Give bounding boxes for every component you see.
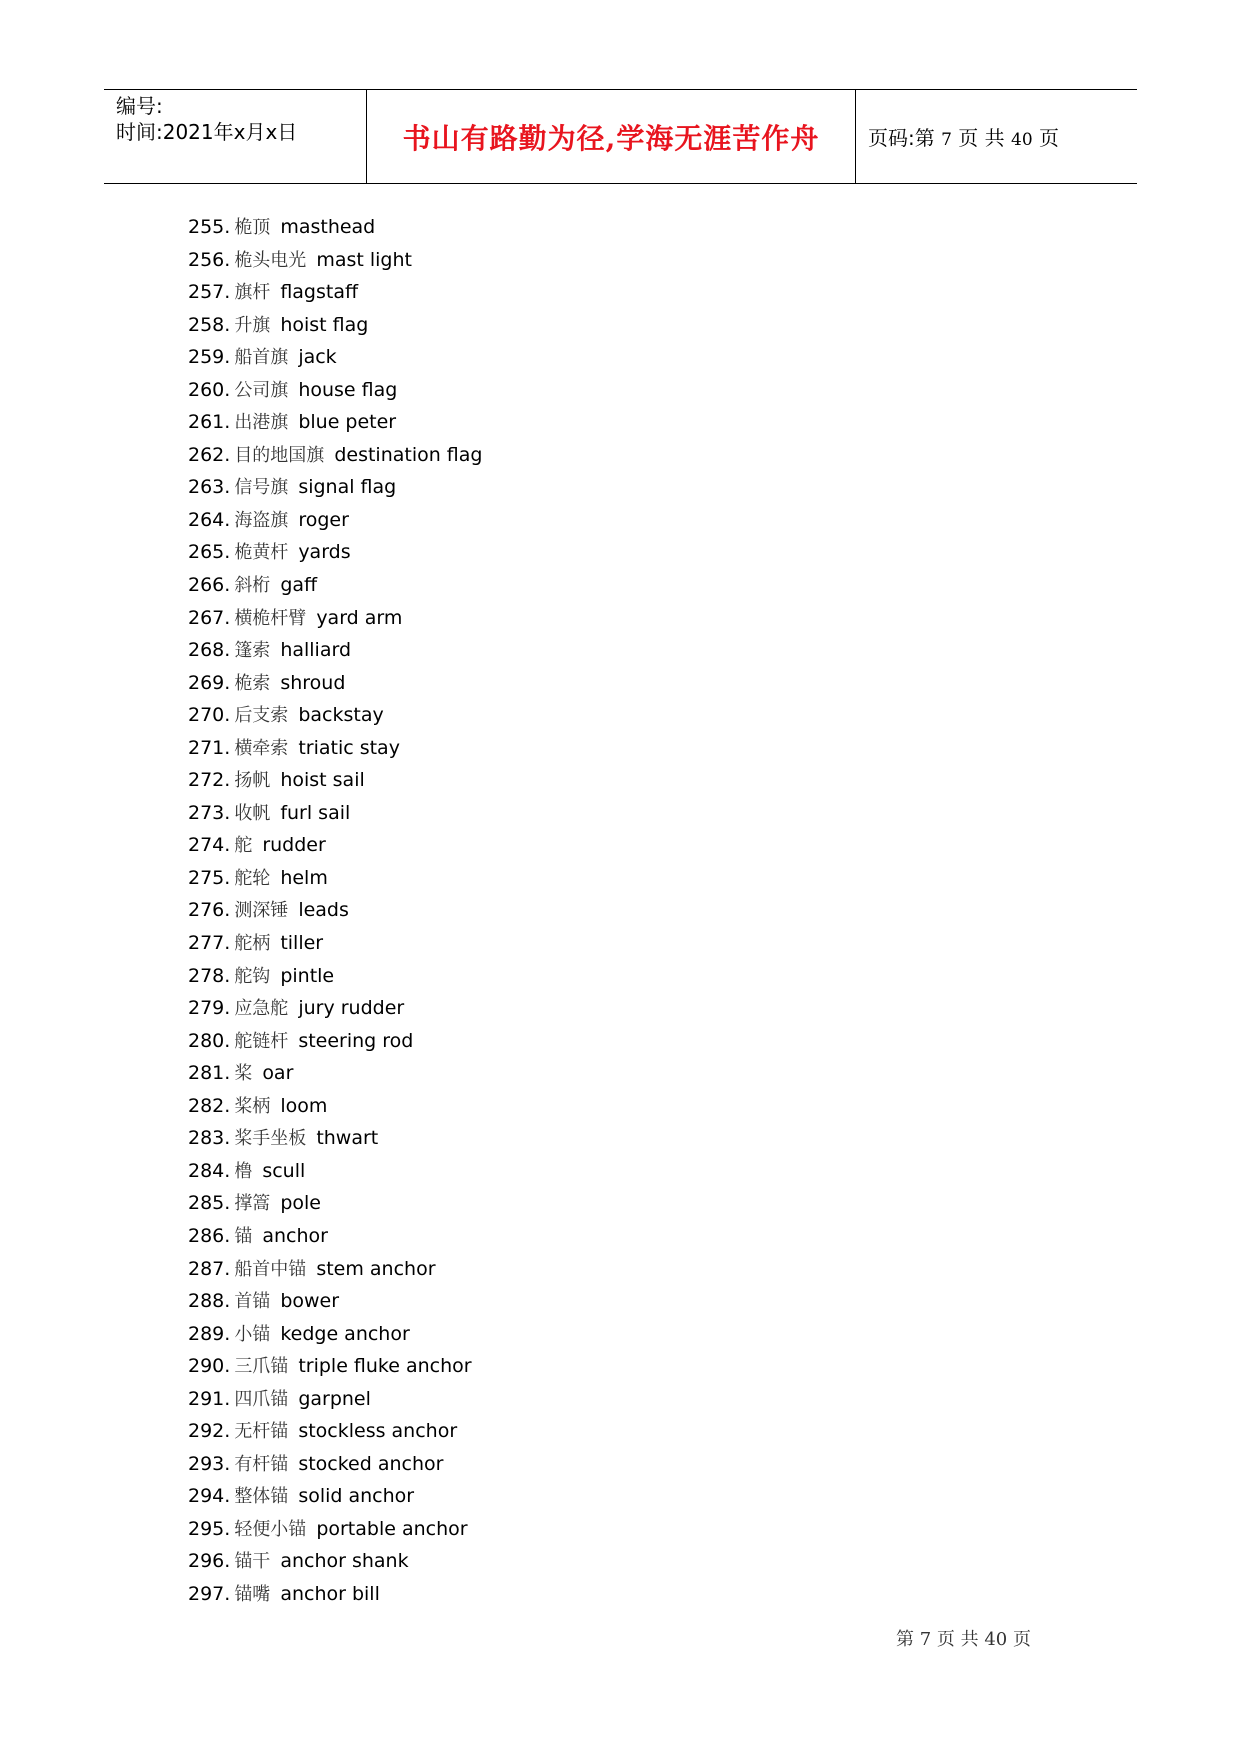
list-item xyxy=(188,1090,482,1123)
list-item xyxy=(188,862,482,895)
entry-number: 255. xyxy=(188,216,231,238)
entry-chinese-term: 锚嘴 xyxy=(234,1583,271,1605)
entry-english-term: anchor bill xyxy=(280,1582,380,1605)
entry-english-term: tiller xyxy=(280,932,324,955)
list-item xyxy=(188,1220,482,1253)
motto-text: 书山有路勤为径,学海无涯苦作舟 xyxy=(402,121,820,155)
entry-number: 276. xyxy=(188,899,231,922)
entry-number: 292. xyxy=(188,1420,231,1443)
entry-chinese-term: 扬帆 xyxy=(234,770,271,792)
entry-chinese-term: 桨柄 xyxy=(234,1095,271,1117)
entry-chinese-term: 舵 xyxy=(234,835,253,857)
entry-chinese-term: 斜桁 xyxy=(234,575,271,597)
entry-chinese-term: 桅顶 xyxy=(234,217,271,238)
entry-number: 286. xyxy=(188,1224,231,1247)
entry-number: 264. xyxy=(188,508,231,531)
list-item xyxy=(188,1480,482,1513)
entry-english-term: roger xyxy=(298,508,349,531)
entry-english-term: triple fluke anchor xyxy=(298,1355,472,1378)
entry-chinese-term: 桅头电光 xyxy=(234,249,307,271)
entry-number: 262. xyxy=(188,443,231,466)
list-item xyxy=(188,1025,482,1058)
list-item xyxy=(188,1578,482,1611)
entry-english-term: halliard xyxy=(280,639,352,662)
entry-english-term: oar xyxy=(262,1062,294,1085)
entry-chinese-term: 船首旗 xyxy=(234,347,289,369)
entry-chinese-term: 公司旗 xyxy=(234,379,289,401)
list-item xyxy=(188,276,482,309)
header-meta-cell xyxy=(104,90,367,183)
entry-chinese-term: 四爪锚 xyxy=(234,1388,289,1410)
entry-chinese-term: 横牵索 xyxy=(234,737,289,759)
entry-english-term: pintle xyxy=(280,964,335,987)
entry-number: 271. xyxy=(188,736,231,759)
header-motto-cell xyxy=(367,90,856,183)
entry-english-term: helm xyxy=(280,866,328,889)
page-header xyxy=(104,89,1137,184)
entry-number: 277. xyxy=(188,932,231,955)
list-item xyxy=(188,1187,482,1220)
entry-number: 287. xyxy=(188,1257,231,1280)
entry-chinese-term: 海盗旗 xyxy=(234,509,289,531)
list-item xyxy=(188,699,482,732)
entry-english-term: masthead xyxy=(280,216,376,238)
entry-english-term: stem anchor xyxy=(316,1257,436,1280)
page-prefix: 页码:第 xyxy=(868,126,935,150)
entry-chinese-term: 目的地国旗 xyxy=(234,444,325,466)
page-suffix: 页 xyxy=(1039,126,1060,150)
list-item xyxy=(188,797,482,830)
list-item xyxy=(188,406,482,439)
entry-number: 285. xyxy=(188,1192,231,1215)
entry-chinese-term: 升旗 xyxy=(234,314,271,336)
entry-number: 293. xyxy=(188,1452,231,1475)
list-item xyxy=(188,764,482,797)
entry-chinese-term: 信号旗 xyxy=(234,477,289,499)
list-item xyxy=(188,439,482,472)
entry-number: 291. xyxy=(188,1387,231,1410)
entry-number: 259. xyxy=(188,346,231,369)
list-item xyxy=(188,309,482,342)
list-item xyxy=(188,829,482,862)
page-indicator xyxy=(868,122,1059,151)
entry-english-term: anchor shank xyxy=(280,1550,409,1573)
entry-english-term: shroud xyxy=(280,671,346,694)
entry-english-term: portable anchor xyxy=(316,1517,468,1540)
entry-chinese-term: 橹 xyxy=(234,1160,253,1182)
entry-chinese-term: 轻便小锚 xyxy=(234,1518,307,1540)
entry-english-term: blue peter xyxy=(298,411,397,434)
entry-english-term: thwart xyxy=(316,1127,379,1150)
list-item xyxy=(188,894,482,927)
entry-number: 289. xyxy=(188,1322,231,1345)
entry-number: 268. xyxy=(188,639,231,662)
entry-english-term: stockless anchor xyxy=(298,1420,458,1443)
entry-english-term: bower xyxy=(280,1290,340,1313)
entry-number: 267. xyxy=(188,606,231,629)
entry-number: 290. xyxy=(188,1355,231,1378)
entry-number: 274. xyxy=(188,834,231,857)
entry-english-term: flagstaff xyxy=(280,281,359,304)
entry-number: 265. xyxy=(188,541,231,564)
list-item xyxy=(188,927,482,960)
entry-chinese-term: 收帆 xyxy=(234,802,271,824)
entry-chinese-term: 旗杆 xyxy=(234,282,271,304)
entry-chinese-term: 应急舵 xyxy=(234,998,289,1020)
entry-number: 273. xyxy=(188,801,231,824)
list-item xyxy=(188,732,482,765)
entry-chinese-term: 桅黄杆 xyxy=(234,542,289,564)
entry-english-term: stocked anchor xyxy=(298,1452,444,1475)
list-item xyxy=(188,1513,482,1546)
entry-english-term: leads xyxy=(298,899,349,922)
entry-number: 296. xyxy=(188,1550,231,1573)
entry-number: 288. xyxy=(188,1290,231,1313)
list-item xyxy=(188,244,482,277)
time-label: 时间:2021年x月x日 xyxy=(116,120,298,144)
entry-number: 270. xyxy=(188,704,231,727)
entry-number: 275. xyxy=(188,866,231,889)
list-item xyxy=(188,1415,482,1448)
entry-english-term: garpnel xyxy=(298,1387,371,1410)
entry-english-term: steering rod xyxy=(298,1029,414,1052)
entry-number: 295. xyxy=(188,1517,231,1540)
list-item xyxy=(188,1155,482,1188)
list-item xyxy=(188,569,482,602)
list-item xyxy=(188,536,482,569)
entry-english-term: hoist sail xyxy=(280,769,365,792)
page-current: 7 xyxy=(941,130,952,150)
entry-chinese-term: 三爪锚 xyxy=(234,1356,289,1378)
entry-chinese-term: 撑篙 xyxy=(234,1193,271,1215)
entry-number: 272. xyxy=(188,769,231,792)
entry-chinese-term: 舵钩 xyxy=(234,965,271,987)
page-footer: 第 7 页 共 40 页 xyxy=(896,1629,1031,1650)
list-item xyxy=(188,992,482,1025)
entry-number: 283. xyxy=(188,1127,231,1150)
entry-english-term: hoist flag xyxy=(280,313,369,336)
entry-chinese-term: 出港旗 xyxy=(234,412,289,434)
entry-chinese-term: 锚干 xyxy=(234,1551,271,1573)
entry-chinese-term: 小锚 xyxy=(234,1323,271,1345)
entry-english-term: kedge anchor xyxy=(280,1322,410,1345)
entry-english-term: anchor xyxy=(262,1224,328,1247)
entry-number: 278. xyxy=(188,964,231,987)
entry-english-term: rudder xyxy=(262,834,326,857)
entry-chinese-term: 无杆锚 xyxy=(234,1421,289,1443)
entry-number: 266. xyxy=(188,574,231,597)
entry-english-term: yard arm xyxy=(316,606,403,629)
entry-number: 282. xyxy=(188,1094,231,1117)
entry-chinese-term: 桨 xyxy=(234,1063,253,1085)
list-item xyxy=(188,1285,482,1318)
entry-chinese-term: 篷索 xyxy=(234,640,271,662)
entry-number: 256. xyxy=(188,248,231,271)
entry-number: 284. xyxy=(188,1159,231,1182)
list-item xyxy=(188,960,482,993)
entry-number: 297. xyxy=(188,1582,231,1605)
entry-chinese-term: 首锚 xyxy=(234,1291,271,1313)
entry-chinese-term: 舵链杆 xyxy=(234,1030,289,1052)
entry-chinese-term: 船首中锚 xyxy=(234,1258,307,1280)
list-item xyxy=(188,1448,482,1481)
entry-chinese-term: 舵轮 xyxy=(234,867,271,889)
entry-chinese-term: 横桅杆臂 xyxy=(234,607,307,629)
list-item xyxy=(188,1350,482,1383)
list-item xyxy=(188,1545,482,1578)
list-item xyxy=(188,667,482,700)
entry-chinese-term: 舵柄 xyxy=(234,933,271,955)
entry-number: 294. xyxy=(188,1485,231,1508)
list-item xyxy=(188,634,482,667)
list-item xyxy=(188,374,482,407)
entry-number: 279. xyxy=(188,997,231,1020)
entry-english-term: destination flag xyxy=(334,443,483,466)
list-item xyxy=(188,1122,482,1155)
list-item xyxy=(188,602,482,635)
entry-number: 263. xyxy=(188,476,231,499)
entry-english-term: loom xyxy=(280,1094,328,1117)
list-item xyxy=(188,1253,482,1286)
list-item xyxy=(188,1057,482,1090)
list-item xyxy=(188,504,482,537)
entry-english-term: jack xyxy=(298,346,337,369)
page-total: 40 xyxy=(1011,130,1033,150)
list-item xyxy=(188,1383,482,1416)
entry-number: 260. xyxy=(188,378,231,401)
entry-chinese-term: 测深锤 xyxy=(234,900,289,922)
entry-number: 258. xyxy=(188,313,231,336)
list-item xyxy=(188,1318,482,1351)
entry-chinese-term: 有杆锚 xyxy=(234,1453,289,1475)
entry-english-term: pole xyxy=(280,1192,321,1215)
entry-english-term: solid anchor xyxy=(298,1485,415,1508)
entry-english-term: triatic stay xyxy=(298,736,400,759)
entry-number: 281. xyxy=(188,1062,231,1085)
entry-number: 261. xyxy=(188,411,231,434)
page-mid: 页 共 xyxy=(958,126,1005,150)
entry-chinese-term: 整体锚 xyxy=(234,1486,289,1508)
entry-chinese-term: 桨手坐板 xyxy=(234,1128,307,1150)
entry-english-term: mast light xyxy=(316,248,412,271)
entry-english-term: yards xyxy=(298,541,351,564)
entry-number: 257. xyxy=(188,281,231,304)
entry-english-term: house flag xyxy=(298,378,398,401)
entry-english-term: signal flag xyxy=(298,476,397,499)
entry-chinese-term: 后支索 xyxy=(234,705,289,727)
entry-english-term: furl sail xyxy=(280,801,351,824)
header-page-cell xyxy=(856,90,1137,183)
entry-chinese-term: 锚 xyxy=(234,1225,253,1247)
entry-english-term: jury rudder xyxy=(298,997,405,1020)
entry-english-term: backstay xyxy=(298,704,384,727)
list-item xyxy=(188,471,482,504)
glossary-list xyxy=(188,211,482,1611)
list-item xyxy=(188,211,482,244)
entry-english-term: scull xyxy=(262,1159,306,1182)
entry-chinese-term: 桅索 xyxy=(234,672,271,694)
entry-english-term: gaff xyxy=(280,574,318,597)
list-item xyxy=(188,341,482,374)
serial-label: 编号: xyxy=(116,94,163,118)
entry-number: 269. xyxy=(188,671,231,694)
entry-number: 280. xyxy=(188,1029,231,1052)
